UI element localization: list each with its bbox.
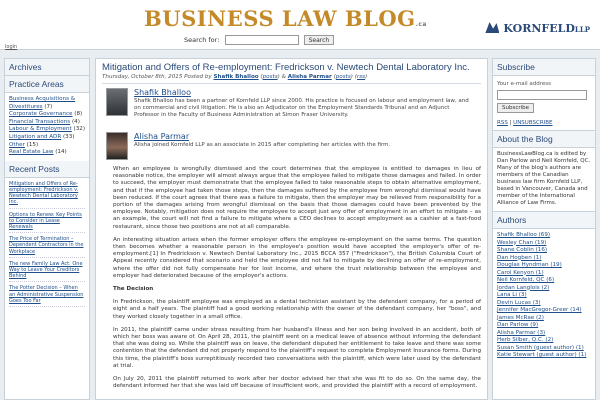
recent-post-item: [9, 212, 85, 234]
recent-posts-heading: Recent Posts: [5, 161, 89, 178]
rss-link[interactable]: RSS: [497, 120, 508, 126]
brand-suffix: LLP: [574, 25, 590, 34]
author-list-link[interactable]: Carol Kenyon (1): [497, 269, 544, 276]
author-rss-link[interactable]: rss: [356, 74, 366, 80]
paragraph: An interesting situation arises when the former employer offers the employee re-employment on the same terms. The question then becomes whether a reasonable person in the employee's position would have accepted the employer's offer of re-employment.[1] In Fredrickson v. Newtech Dental Laboratory Inc., 2015 BCCA 357 ("Fredrickson"), the British Columbia Court of Appeal recently considered that scenario and held the employee did not fail to mitigate by declining an offer of re-employment, where the offer did not fully compensate her for lost income, and where the trust relationship between the employee and employer had deteriorated because of the employer's actions.: [113, 236, 481, 279]
email-label: Your e-mail address: [497, 81, 551, 87]
author-bio-text: Alisha joined Kornfeld LLP as an associate in 2015 after completing her articles with the firm.: [134, 142, 391, 148]
category-item: [9, 149, 85, 157]
category-list: [5, 93, 89, 161]
author-list-link[interactable]: James McRae (2): [497, 314, 544, 321]
author-list-link[interactable]: Neil Kornfeld, QC (6): [497, 277, 555, 283]
author-list-item: [497, 322, 591, 330]
paragraph: On July 20, 2011 the plaintiff returned to work after her doctor advised her that she was fit to do so. On the same day, the defendant informed her that she was laid off because of insufficient work, and provided the plaintiff with a record of employment.: [113, 376, 481, 390]
category-link[interactable]: Real Estate Law: [9, 149, 54, 156]
post-date: Thursday, October 8th, 2015: [102, 74, 183, 80]
search-button[interactable]: Search: [304, 35, 335, 45]
recent-post-item: [9, 236, 85, 258]
feed-links: RSS | UNSUBSCRIBE: [497, 120, 553, 126]
recent-post-link[interactable]: The Potter Decision – When an Administrative Suspension Goes Too Far: [9, 285, 84, 304]
category-item: [9, 142, 85, 150]
divider: [102, 83, 481, 84]
login-link[interactable]: login: [5, 44, 18, 50]
author-list-item: [497, 300, 591, 308]
category-count: (32): [73, 126, 85, 133]
author-bio: [106, 88, 481, 128]
main-content: [95, 58, 488, 400]
paragraph: In Fredrickson, the plaintiff employee was employed as a dental technician assistant by the defendant company, for a period of eight and a half years. The plaintiff had a good working relationship with the owner of the defendant company, her "boss", and they worked closely together in a small office.: [113, 299, 481, 320]
category-link[interactable]: Corporate Governance: [9, 111, 73, 118]
category-count: (33): [63, 133, 75, 140]
author-photo: [106, 132, 128, 160]
unsubscribe-link[interactable]: UNSUBSCRIBE: [513, 120, 553, 126]
author-list-link[interactable]: Herb Silber, Q.C. (2): [497, 337, 554, 343]
author-list-link[interactable]: Lana Li (3): [497, 292, 527, 298]
site-logo[interactable]: [144, 6, 427, 31]
author-list-item: [497, 337, 591, 345]
category-count: (8): [74, 111, 83, 118]
authors-heading: Authors: [493, 211, 595, 229]
site-logo-suffix: .ca: [415, 21, 427, 28]
posted-by-label: Posted by: [184, 74, 212, 80]
recent-post-link[interactable]: Options to Renew: Key Points to Consider in Lease Renewals: [9, 211, 82, 230]
author-list-link[interactable]: Wesley Chan (19): [497, 239, 547, 246]
author-list-item: [497, 285, 591, 293]
author-list-item: [497, 247, 591, 255]
category-count: (7): [44, 103, 53, 110]
author-photo: [106, 88, 128, 116]
author-list-item: [497, 262, 591, 270]
author-list-link[interactable]: Dan Hogben (1): [497, 254, 542, 261]
search-form: [184, 35, 334, 45]
author-list-item: [497, 292, 591, 300]
author-list-item: [497, 240, 591, 248]
author-list-item: [497, 330, 591, 338]
paragraph: In 2011, the plaintiff came under stress resulting from her husband's illness and her son being involved in an accident, both of which her boss was aware of. On April 28, 2011, the plaintiff went on a medical leave of absence without informing the defendant that she was doing so. While the plaintiff was on leave, the defendant disputed her entitlement to take leave and there was some contention that the defendant did not properly respond to the plaintiff's request to complete Employment Insurance forms. During this time, the plaintiff's boss surreptitiously recorded two conversations with the plaintiff, which were later used by the defendant at trial.: [113, 326, 481, 369]
author-list-item: [497, 345, 591, 353]
category-link[interactable]: Financial Transactions: [9, 118, 71, 125]
author-list-item: [497, 232, 591, 240]
kornfeld-logo[interactable]: [485, 22, 590, 35]
author-list-item: [497, 315, 591, 323]
brand-name: KORNFELD: [503, 22, 575, 35]
category-item: [9, 111, 85, 119]
author-list-item: [497, 277, 591, 285]
section-heading: The Decision: [113, 286, 154, 293]
author-list-link[interactable]: Douglas Hyndman (19): [497, 262, 562, 268]
author-list-link[interactable]: Alisha Parmar (3): [497, 329, 546, 336]
recent-post-link[interactable]: The new Family Law Act: One Way to Leave Your Creditors Behind: [9, 260, 83, 280]
category-count: (15): [26, 141, 39, 148]
site-logo-text[interactable]: BUSINESS LAW BLOG: [144, 6, 416, 31]
author-bio-text: Shafik Bhalloo has been a partner of Kornfeld LLP since 2000. His practice is focused on labour and employment law, and on commercial and civil litigation. He is also an Adjudicator on the Employment Standards Tribunal and an Adjunct Professor in the Faculty of Business Administration at Simon Fraser University.: [134, 98, 469, 118]
recent-post-item: [9, 181, 85, 209]
author-list-item: [497, 255, 591, 263]
recent-post-item: [9, 285, 85, 307]
post-body: [96, 166, 487, 390]
author-posts-link[interactable]: posts: [262, 74, 278, 80]
recent-post-item: [9, 261, 85, 283]
author-list-link[interactable]: Shane Coblin (16): [497, 247, 548, 253]
author-list-link[interactable]: Shafik Bhalloo (69): [497, 232, 551, 238]
author-list-link[interactable]: Jordan Langlois (2): [497, 284, 550, 291]
email-field[interactable]: [497, 90, 587, 100]
category-link[interactable]: Litigation and ADR: [9, 133, 62, 140]
author-link[interactable]: Alisha Parmar: [287, 74, 332, 80]
category-item: [9, 126, 85, 134]
recent-posts-list: [5, 178, 89, 314]
author-link[interactable]: Shafik Bhalloo: [213, 74, 259, 80]
category-count: (14): [55, 149, 67, 156]
author-bio: [106, 132, 481, 166]
recent-post-link[interactable]: Mitigation and Offers of Re-employment: Fredrickson v. Newtech Dental Laboratory Inc.: [9, 180, 79, 206]
author-list-link[interactable]: Susan Smith (guest author) (1): [497, 344, 584, 351]
category-item: [9, 134, 85, 142]
and-label: &: [281, 74, 286, 80]
search-label: Search for:: [184, 36, 220, 44]
practice-areas-heading: Practice Areas: [5, 76, 89, 93]
subscribe-form: [493, 76, 595, 117]
author-list-item: [497, 352, 591, 360]
recent-post-link[interactable]: The Price of Termination – Dependent Contractors in the Workplace: [9, 236, 84, 255]
authors-list: [493, 229, 595, 364]
right-sidebar: [492, 58, 596, 400]
category-link[interactable]: Labour & Employment: [9, 126, 72, 133]
site-header: [0, 0, 600, 50]
search-input[interactable]: [225, 35, 299, 45]
author-bio-name[interactable]: Alisha Parmar: [134, 132, 190, 141]
author-list-link[interactable]: Devin Lucas (3): [497, 299, 541, 306]
left-sidebar: [4, 58, 90, 400]
category-count: (4): [71, 118, 80, 125]
category-item: [9, 119, 85, 127]
category-link[interactable]: Other: [9, 141, 25, 148]
paragraph: When an employee is wrongfully dismissed and the court determines that the employee is entitled to damages in lieu of reasonable notice, the employer will almost always argue that the employee failed to mitigate those damages and failed. In order to succeed, the employer must demonstrate that the employee failed to take reasonable steps to obtain alternative employment, and that if the employee had taken those steps, then the damages suffered by the employee from wrongful dismissal would have been reduced. If the court agrees that there was a failure to mitigate, then the employer may be relieved from responsibility for a portion of the damages arising from wrongful dismissal on the basis that those damages could have been prevented by the employee. Notably, mitigation does not require the employee to accept just any offer of employment in an effort to mitigate – as an example, the court will not find a failure to mitigate where a CEO declines to accept employment as a cashier at a fast-food restaurant, since those two positions are not at all comparable.: [113, 166, 481, 230]
about-text: BusinessLawBlog.ca is edited by Dan Parlow and Neil Kornfeld, QC. Many of the blog's authors are members of the Canadian business law firm Kornfeld LLP, based in Vancouver, Canada and member of the International Alliance of Law Firms.: [497, 151, 591, 206]
about-heading: About the Blog: [493, 130, 595, 148]
post-meta: Thursday, October 8th, 2015 Posted by Shafik Bhalloo (posts) & Alisha Parmar (posts) (rss): [102, 74, 368, 80]
archives-heading[interactable]: Archives: [5, 59, 89, 76]
author-list-item: [497, 270, 591, 278]
category-item: [9, 96, 85, 111]
category-link[interactable]: Business Acquisitions & Divestitures: [9, 96, 76, 110]
post-title[interactable]: Mitigation and Offers of Re-employment: Fredrickson v. Newtech Dental Laboratory Inc.: [102, 62, 470, 73]
subscribe-button[interactable]: Subscribe: [497, 103, 534, 113]
author-list-link[interactable]: Jennifer MacGregor-Greer (14): [497, 307, 582, 313]
subscribe-heading: Subscribe: [493, 59, 595, 76]
author-list-item: [497, 307, 591, 315]
mountain-icon: [485, 22, 499, 33]
author-bio-name[interactable]: Shafik Bhalloo: [134, 88, 191, 97]
author-list-link[interactable]: Dan Parlow (9): [497, 322, 539, 328]
author-posts-link[interactable]: posts: [335, 74, 351, 80]
author-list-link[interactable]: Katie Stewart (guest author) (1): [497, 352, 587, 358]
